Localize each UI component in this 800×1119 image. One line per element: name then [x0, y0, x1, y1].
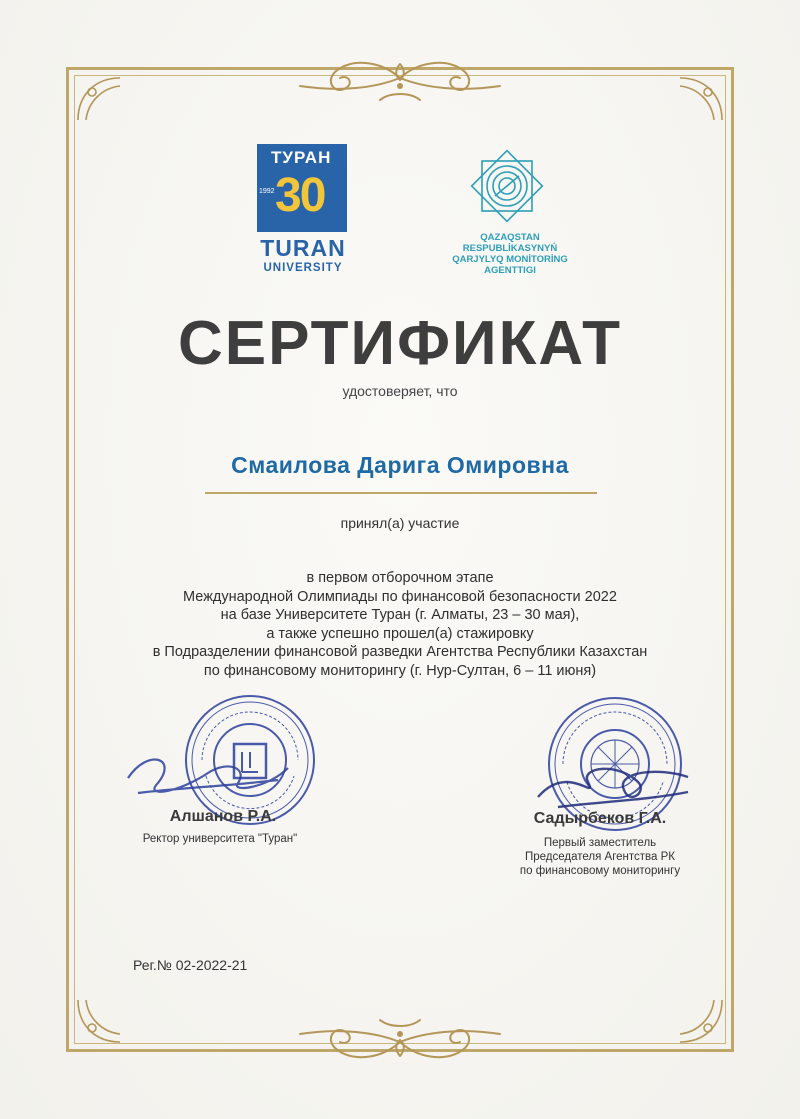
left-signatory-name: Алшанов Р.А.	[169, 808, 277, 825]
turan-logo-year: 1992	[259, 188, 275, 195]
turan-logo-subtitle: UNIVERSITY	[263, 262, 343, 274]
bottom-ornament-icon	[280, 1010, 520, 1080]
corner-ornament-icon	[70, 70, 130, 130]
corner-ornament-icon	[670, 990, 730, 1050]
body-line: по финансовому мониторингу (г. Нур-Султан, 6 – 11 июня)	[203, 662, 597, 679]
certificate-subtitle: удостоверяет, что	[342, 383, 458, 399]
left-signatory-role: Ректор университета "Туран"	[142, 833, 298, 845]
body-line: а также успешно прошел(а) стажировку	[266, 625, 534, 642]
registration-number: Рег.№ 02-2022-21	[133, 957, 248, 973]
body-line: в Подразделении финансовой разведки Агентства Республики Казахстан	[152, 644, 648, 660]
agency-logo	[445, 144, 568, 284]
body-line: Международной Олимпиады по финансовой безопасности 2022	[183, 588, 617, 605]
body-line: на базе Университете Туран (г. Алматы, 23 – 30 мая),	[220, 607, 580, 623]
left-signature-icon	[118, 738, 298, 808]
turan-logo-badge	[257, 144, 347, 232]
body-line: в первом отборочном этапе	[306, 570, 494, 586]
participation-text: принял(а) участие	[340, 515, 460, 531]
certificate-body	[0, 569, 800, 680]
corner-ornament-icon	[670, 70, 730, 130]
recipient-underline	[205, 492, 597, 494]
agency-logo-text: QAZAQSTAN RESPUBLİKASYNYŃ QARJYLYQ MONİTORİNG AGENTTIGI	[452, 232, 568, 276]
right-signatory-role: Первый заместитель Председателя Агентства РК по финансовому мониторингу	[519, 837, 681, 877]
certificate-title: СЕРТИФИКАТ	[178, 309, 622, 378]
right-signatory-name: Садырбеков Г.А.	[533, 810, 667, 827]
turan-logo-top-text: ТУРАН	[271, 148, 332, 167]
corner-ornament-icon	[70, 990, 130, 1050]
inner-frame	[74, 75, 726, 1044]
top-ornament-icon	[280, 40, 520, 110]
turan-logo-name: TURAN	[260, 235, 346, 261]
agency-emblem-icon	[465, 144, 549, 228]
turan-logo-anniversary: 30	[275, 169, 325, 222]
recipient-name: Смаилова Дарига Омировна	[231, 452, 569, 478]
